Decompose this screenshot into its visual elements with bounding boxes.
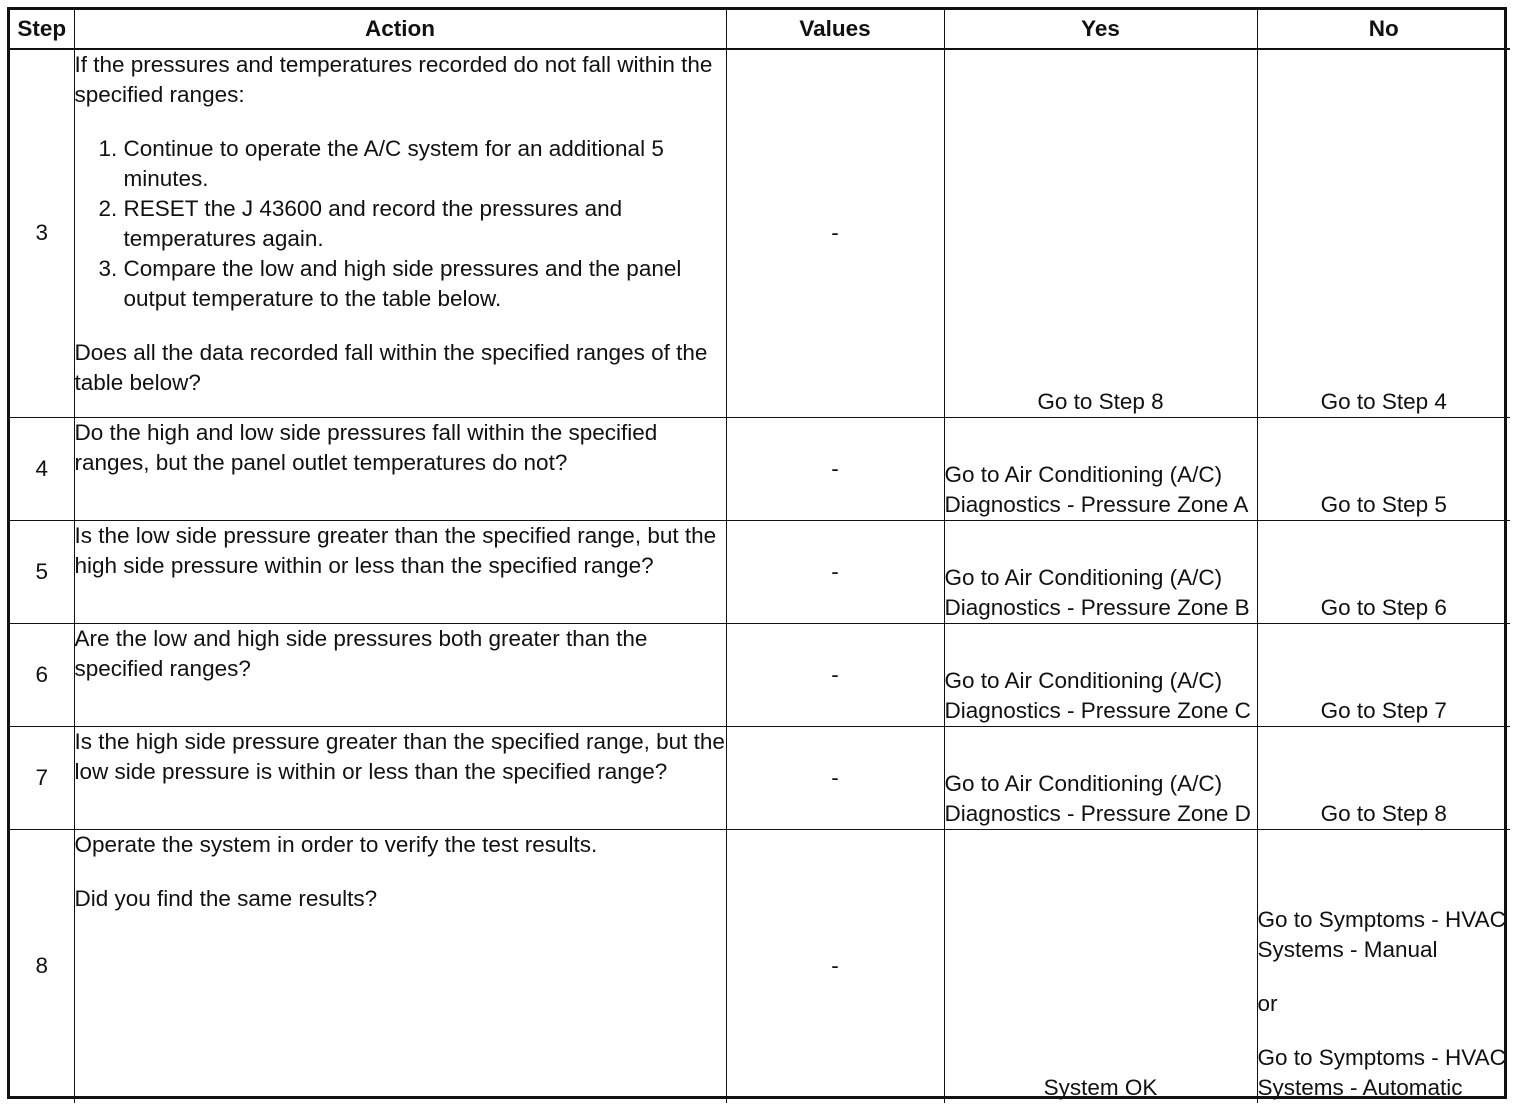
header-values: Values (726, 10, 944, 49)
yes-cell: Go to Air Conditioning (A/C) Diagnostics - Pressure Zone A (944, 417, 1257, 520)
table-row-step-5 (10, 520, 1510, 623)
table-row-step-7 (10, 726, 1510, 829)
header-row (10, 10, 1510, 49)
table-row-step-4 (10, 417, 1510, 520)
action-question: Does all the data recorded fall within the specified ranges of the table below? (74, 340, 708, 395)
action-cell (74, 829, 726, 1103)
no-cell (1257, 829, 1510, 1103)
no-option-automatic: Go to Symptoms - HVAC Systems - Automatic (1257, 1045, 1506, 1100)
header-no: No (1257, 10, 1510, 49)
step-number: 4 (10, 417, 74, 520)
no-cell: Go to Step 7 (1257, 623, 1510, 726)
header-action: Action (74, 10, 726, 49)
no-option-or: or (1257, 991, 1278, 1016)
step-number: 6 (10, 623, 74, 726)
step-number: 7 (10, 726, 74, 829)
action-step-item: 1. Continue to operate the A/C system for an additional 5 minutes. (124, 134, 726, 194)
table-row-step-3 (10, 49, 1510, 417)
diagnostic-table-frame (7, 7, 1507, 1099)
values-cell: - (726, 520, 944, 623)
header-yes: Yes (944, 10, 1257, 49)
no-cell: Go to Step 4 (1257, 49, 1510, 417)
no-option-manual: Go to Symptoms - HVAC Systems - Manual (1257, 907, 1506, 962)
table-row-step-8 (10, 829, 1510, 1103)
diagnostic-table (10, 10, 1510, 1103)
yes-cell: System OK (944, 829, 1257, 1103)
action-question: Did you find the same results? (74, 885, 378, 911)
action-instruction: Operate the system in order to verify the test results. (74, 831, 598, 857)
action-step-item: 2. RESET the J 43600 and record the pressures and temperatures again. (124, 194, 726, 254)
step-number: 8 (10, 829, 74, 1103)
values-cell: - (726, 417, 944, 520)
action-cell: Is the low side pressure greater than the specified range, but the high side pressure within or less than the specified range? (74, 520, 726, 623)
action-step-item: 3. Compare the low and high side pressures and the panel output temperature to the table below. (124, 254, 726, 314)
action-intro: If the pressures and temperatures recorded do not fall within the specified ranges: (74, 52, 713, 107)
no-cell: Go to Step 5 (1257, 417, 1510, 520)
step-number: 5 (10, 520, 74, 623)
yes-cell: Go to Air Conditioning (A/C) Diagnostics - Pressure Zone C (944, 623, 1257, 726)
values-cell: - (726, 829, 944, 1103)
action-cell: Is the high side pressure greater than the specified range, but the low side pressure is within or less than the specified range? (74, 726, 726, 829)
action-cell: Do the high and low side pressures fall within the specified ranges, but the panel outlet temperatures do not? (74, 417, 726, 520)
step-number: 3 (10, 49, 74, 417)
no-cell: Go to Step 6 (1257, 520, 1510, 623)
yes-cell: Go to Air Conditioning (A/C) Diagnostics - Pressure Zone B (944, 520, 1257, 623)
no-cell: Go to Step 8 (1257, 726, 1510, 829)
table-row-step-6 (10, 623, 1510, 726)
action-cell: Are the low and high side pressures both greater than the specified ranges? (74, 623, 726, 726)
values-cell: - (726, 623, 944, 726)
yes-cell: Go to Step 8 (944, 49, 1257, 417)
values-cell: - (726, 49, 944, 417)
action-steps-list (75, 134, 726, 314)
action-cell (74, 49, 726, 417)
header-step: Step (10, 10, 74, 49)
values-cell: - (726, 726, 944, 829)
yes-cell: Go to Air Conditioning (A/C) Diagnostics - Pressure Zone D (944, 726, 1257, 829)
